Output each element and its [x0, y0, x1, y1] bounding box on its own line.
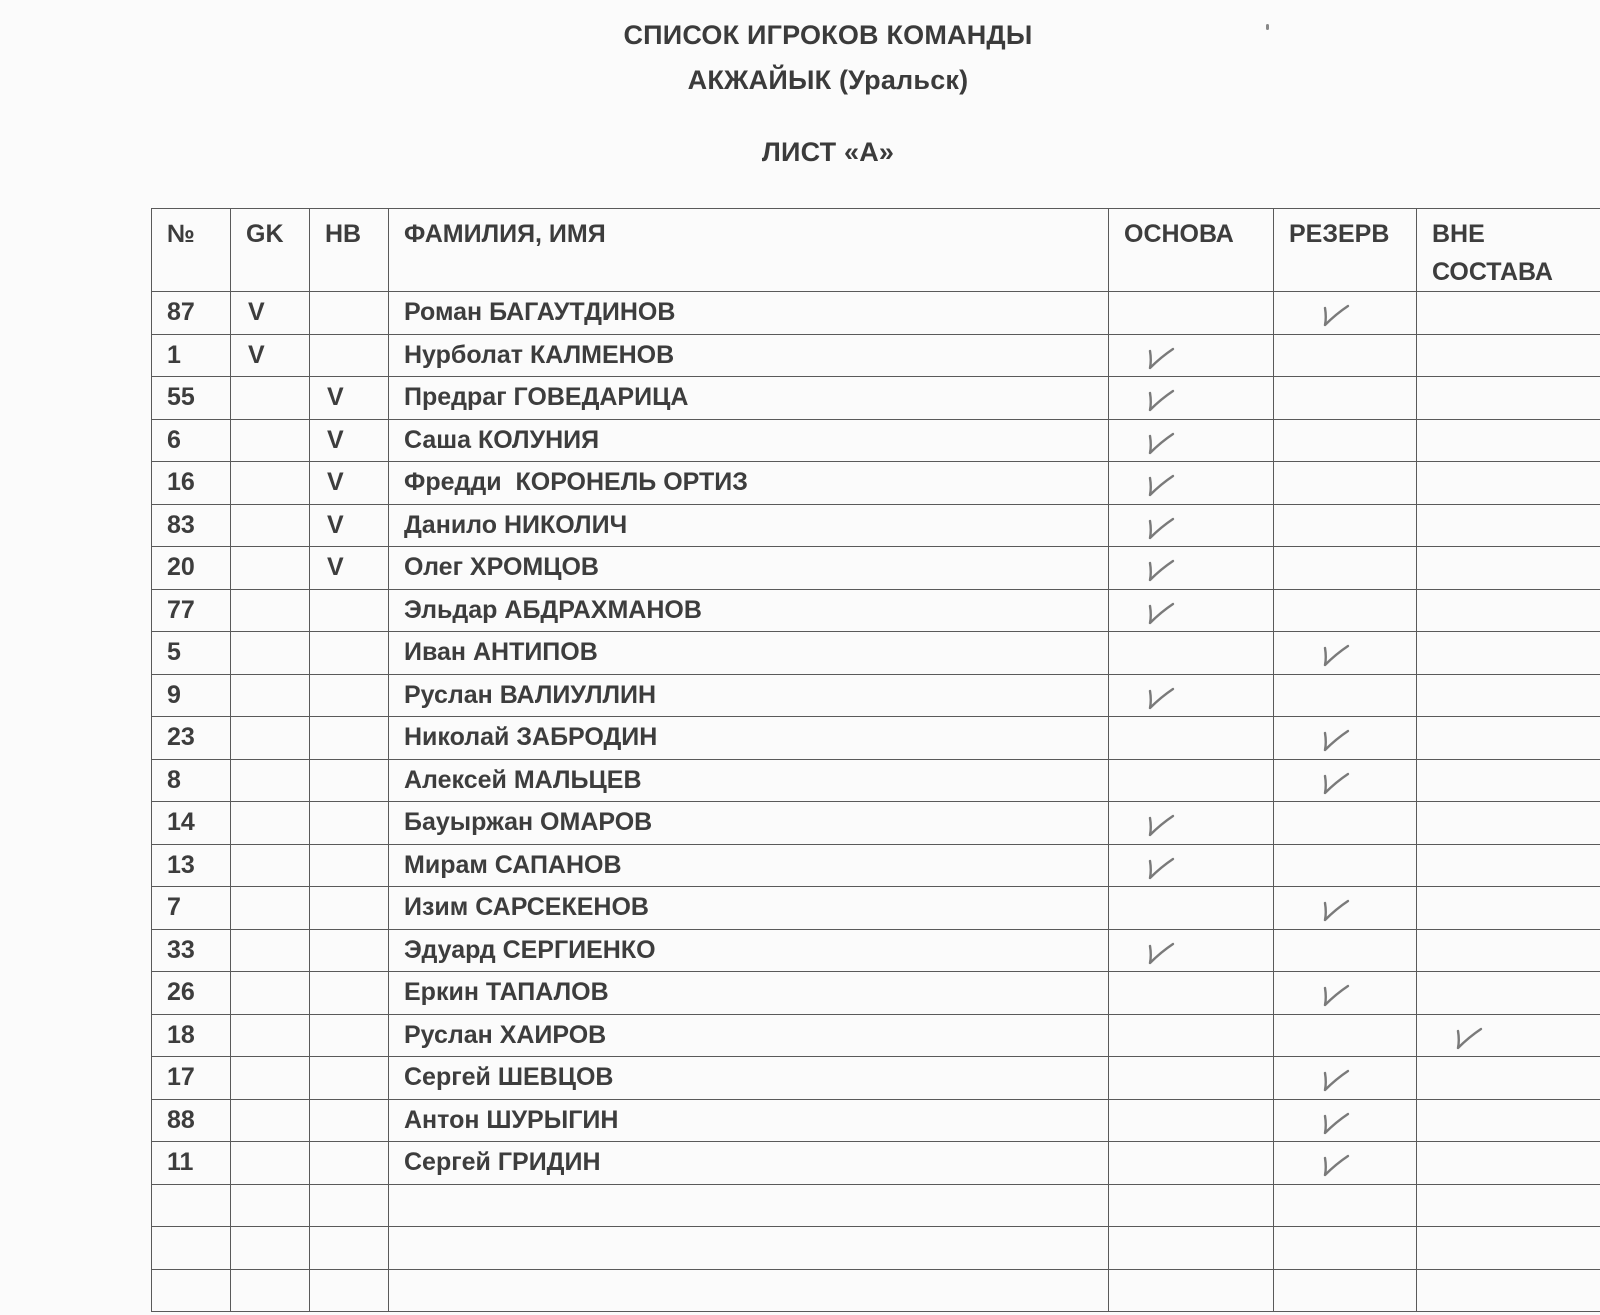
empty-cell — [1274, 1184, 1417, 1227]
empty-cell — [310, 1184, 389, 1227]
hb-mark — [310, 929, 389, 972]
player-row — [152, 292, 1600, 335]
player-row — [152, 589, 1600, 632]
empty-row — [152, 1184, 1600, 1227]
player-name: Еркин ТАПАЛОВ — [389, 972, 1109, 1015]
goalkeeper-mark — [231, 547, 310, 590]
out-of-squad-cell — [1417, 929, 1600, 972]
player-row — [152, 419, 1600, 462]
reserve-cell — [1274, 589, 1417, 632]
reserve-cell — [1274, 377, 1417, 420]
out-of-squad-cell — [1417, 334, 1600, 377]
player-number: 18 — [152, 1014, 231, 1057]
reserve-cell — [1274, 717, 1417, 760]
hb-mark — [310, 802, 389, 845]
player-number: 14 — [152, 802, 231, 845]
player-number: 26 — [152, 972, 231, 1015]
reserve-cell — [1274, 929, 1417, 972]
column-header-gk: GK — [231, 209, 310, 292]
main-cell — [1109, 759, 1274, 802]
empty-cell — [152, 1184, 231, 1227]
hb-mark — [310, 1142, 389, 1185]
player-row — [152, 802, 1600, 845]
empty-cell — [1274, 1269, 1417, 1312]
player-row — [152, 674, 1600, 717]
out-of-squad-cell — [1417, 504, 1600, 547]
reserve-cell — [1274, 419, 1417, 462]
player-row — [152, 887, 1600, 930]
player-row — [152, 1014, 1600, 1057]
player-number: 5 — [152, 632, 231, 675]
reserve-cell — [1274, 547, 1417, 590]
goalkeeper-mark — [231, 589, 310, 632]
main-cell — [1109, 1142, 1274, 1185]
player-name: Руслан ВАЛИУЛЛИН — [389, 674, 1109, 717]
goalkeeper-mark — [231, 462, 310, 505]
player-number: 17 — [152, 1057, 231, 1100]
team-name: АКЖАЙЫК (Уральск) — [687, 65, 969, 95]
main-cell — [1109, 1014, 1274, 1057]
player-row — [152, 504, 1600, 547]
out-of-squad-cell — [1417, 844, 1600, 887]
goalkeeper-mark — [231, 1057, 310, 1100]
empty-cell — [231, 1227, 310, 1270]
empty-cell — [1417, 1227, 1600, 1270]
empty-cell — [389, 1184, 1109, 1227]
out-of-squad-cell — [1417, 589, 1600, 632]
player-number: 88 — [152, 1099, 231, 1142]
main-cell — [1109, 462, 1274, 505]
hb-mark — [310, 674, 389, 717]
player-name: Эльдар АБДРАХМАНОВ — [389, 589, 1109, 632]
player-number: 9 — [152, 674, 231, 717]
main-cell — [1109, 377, 1274, 420]
empty-row — [152, 1269, 1600, 1312]
out-of-squad-cell — [1417, 462, 1600, 505]
goalkeeper-mark — [231, 929, 310, 972]
player-number: 55 — [152, 377, 231, 420]
hb-mark — [310, 1014, 389, 1057]
roster-body — [152, 292, 1600, 1312]
out-of-squad-cell — [1417, 887, 1600, 930]
reserve-cell — [1274, 844, 1417, 887]
player-number: 77 — [152, 589, 231, 632]
out-of-squad-cell — [1417, 972, 1600, 1015]
reserve-cell — [1274, 334, 1417, 377]
reserve-cell — [1274, 1014, 1417, 1057]
out-of-squad-cell — [1417, 759, 1600, 802]
main-cell — [1109, 929, 1274, 972]
main-cell — [1109, 1099, 1274, 1142]
player-row — [152, 632, 1600, 675]
player-number: 1 — [152, 334, 231, 377]
reserve-cell — [1274, 972, 1417, 1015]
reserve-cell — [1274, 759, 1417, 802]
hb-mark: V — [310, 547, 389, 590]
goalkeeper-mark: V — [231, 334, 310, 377]
hb-mark — [310, 589, 389, 632]
player-name: Саша КОЛУНИЯ — [389, 419, 1109, 462]
empty-cell — [310, 1227, 389, 1270]
player-name: Нурболат КАЛМЕНОВ — [389, 334, 1109, 377]
hb-mark: V — [310, 377, 389, 420]
reserve-cell — [1274, 462, 1417, 505]
player-name: Бауыржан ОМАРОВ — [389, 802, 1109, 845]
out-of-squad-cell — [1417, 802, 1600, 845]
player-number: 13 — [152, 844, 231, 887]
reserve-cell — [1274, 1142, 1417, 1185]
main-cell — [1109, 504, 1274, 547]
player-number: 6 — [152, 419, 231, 462]
main-cell — [1109, 972, 1274, 1015]
out-of-squad-cell — [1417, 377, 1600, 420]
header-row — [152, 209, 1600, 292]
scan-speck — [1266, 24, 1269, 30]
reserve-cell — [1274, 1057, 1417, 1100]
empty-cell — [1109, 1227, 1274, 1270]
hb-mark: V — [310, 419, 389, 462]
main-cell — [1109, 717, 1274, 760]
main-cell — [1109, 802, 1274, 845]
roster-table — [151, 208, 1600, 1312]
player-row — [152, 1057, 1600, 1100]
column-header-out: ВНЕ СОСТАВА — [1417, 209, 1600, 292]
column-header-reserve: РЕЗЕРВ — [1274, 209, 1417, 292]
hb-mark — [310, 759, 389, 802]
goalkeeper-mark — [231, 504, 310, 547]
main-cell — [1109, 887, 1274, 930]
goalkeeper-mark — [231, 419, 310, 462]
player-number: 87 — [152, 292, 231, 335]
goalkeeper-mark — [231, 802, 310, 845]
main-cell — [1109, 547, 1274, 590]
hb-mark: V — [310, 504, 389, 547]
player-name: Данило НИКОЛИЧ — [389, 504, 1109, 547]
main-cell — [1109, 632, 1274, 675]
player-row — [152, 759, 1600, 802]
goalkeeper-mark — [231, 887, 310, 930]
main-cell — [1109, 419, 1274, 462]
player-name: Предраг ГОВЕДАРИЦА — [389, 377, 1109, 420]
player-number: 33 — [152, 929, 231, 972]
hb-mark — [310, 292, 389, 335]
hb-mark — [310, 1099, 389, 1142]
out-of-squad-cell — [1417, 292, 1600, 335]
player-row — [152, 462, 1600, 505]
reserve-cell — [1274, 504, 1417, 547]
player-name: Мирам САПАНОВ — [389, 844, 1109, 887]
out-of-squad-cell — [1417, 1099, 1600, 1142]
out-of-squad-cell — [1417, 1014, 1600, 1057]
empty-cell — [1417, 1269, 1600, 1312]
reserve-cell — [1274, 292, 1417, 335]
player-name: Фредди КОРОНЕЛЬ ОРТИЗ — [389, 462, 1109, 505]
reserve-cell — [1274, 887, 1417, 930]
out-of-squad-cell — [1417, 717, 1600, 760]
player-name: Олег ХРОМЦОВ — [389, 547, 1109, 590]
empty-cell — [1109, 1269, 1274, 1312]
column-header-number: № — [152, 209, 231, 292]
goalkeeper-mark — [231, 1142, 310, 1185]
player-number: 16 — [152, 462, 231, 505]
player-number: 8 — [152, 759, 231, 802]
main-cell — [1109, 844, 1274, 887]
hb-mark: V — [310, 462, 389, 505]
hb-mark — [310, 972, 389, 1015]
out-of-squad-cell — [1417, 1142, 1600, 1185]
reserve-cell — [1274, 802, 1417, 845]
document-title: СПИСОК ИГРОКОВ КОМАНДЫ — [623, 20, 1033, 50]
sheet-label: ЛИСТ «А» — [761, 137, 895, 167]
player-number: 23 — [152, 717, 231, 760]
hb-mark — [310, 632, 389, 675]
player-row — [152, 972, 1600, 1015]
empty-cell — [1274, 1227, 1417, 1270]
reserve-cell — [1274, 632, 1417, 675]
empty-cell — [231, 1269, 310, 1312]
column-header-main: ОСНОВА — [1109, 209, 1274, 292]
main-cell — [1109, 1057, 1274, 1100]
goalkeeper-mark — [231, 632, 310, 675]
goalkeeper-mark — [231, 844, 310, 887]
player-name: Алексей МАЛЬЦЕВ — [389, 759, 1109, 802]
player-row — [152, 1142, 1600, 1185]
reserve-cell — [1274, 674, 1417, 717]
goalkeeper-mark — [231, 972, 310, 1015]
player-name: Антон ШУРЫГИН — [389, 1099, 1109, 1142]
main-cell — [1109, 589, 1274, 632]
player-number: 11 — [152, 1142, 231, 1185]
main-cell — [1109, 292, 1274, 335]
player-name: Роман БАГАУТДИНОВ — [389, 292, 1109, 335]
player-row — [152, 844, 1600, 887]
player-name: Эдуард СЕРГИЕНКО — [389, 929, 1109, 972]
column-header-name: ФАМИЛИЯ, ИМЯ — [389, 209, 1109, 292]
empty-cell — [1417, 1184, 1600, 1227]
empty-cell — [152, 1269, 231, 1312]
empty-row — [152, 1227, 1600, 1270]
reserve-cell — [1274, 1099, 1417, 1142]
player-row — [152, 377, 1600, 420]
player-name: Николай ЗАБРОДИН — [389, 717, 1109, 760]
player-name: Изим САРСЕКЕНОВ — [389, 887, 1109, 930]
empty-cell — [310, 1269, 389, 1312]
hb-mark — [310, 887, 389, 930]
out-of-squad-cell — [1417, 1057, 1600, 1100]
hb-mark — [310, 844, 389, 887]
goalkeeper-mark: V — [231, 292, 310, 335]
hb-mark — [310, 717, 389, 760]
empty-cell — [389, 1269, 1109, 1312]
goalkeeper-mark — [231, 1014, 310, 1057]
player-number: 20 — [152, 547, 231, 590]
player-name: Иван АНТИПОВ — [389, 632, 1109, 675]
main-cell — [1109, 674, 1274, 717]
player-name: Сергей ГРИДИН — [389, 1142, 1109, 1185]
out-of-squad-cell — [1417, 632, 1600, 675]
main-cell — [1109, 334, 1274, 377]
column-header-hb: HB — [310, 209, 389, 292]
out-of-squad-cell — [1417, 419, 1600, 462]
empty-cell — [389, 1227, 1109, 1270]
player-name: Руслан ХАИРОВ — [389, 1014, 1109, 1057]
out-of-squad-cell — [1417, 547, 1600, 590]
empty-cell — [152, 1227, 231, 1270]
player-row — [152, 1099, 1600, 1142]
goalkeeper-mark — [231, 1099, 310, 1142]
player-row — [152, 334, 1600, 377]
player-number: 83 — [152, 504, 231, 547]
player-row — [152, 929, 1600, 972]
empty-cell — [231, 1184, 310, 1227]
player-name: Сергей ШЕВЦОВ — [389, 1057, 1109, 1100]
hb-mark — [310, 334, 389, 377]
player-row — [152, 717, 1600, 760]
goalkeeper-mark — [231, 717, 310, 760]
player-number: 7 — [152, 887, 231, 930]
goalkeeper-mark — [231, 377, 310, 420]
goalkeeper-mark — [231, 674, 310, 717]
goalkeeper-mark — [231, 759, 310, 802]
player-row — [152, 547, 1600, 590]
out-of-squad-cell — [1417, 674, 1600, 717]
empty-cell — [1109, 1184, 1274, 1227]
hb-mark — [310, 1057, 389, 1100]
